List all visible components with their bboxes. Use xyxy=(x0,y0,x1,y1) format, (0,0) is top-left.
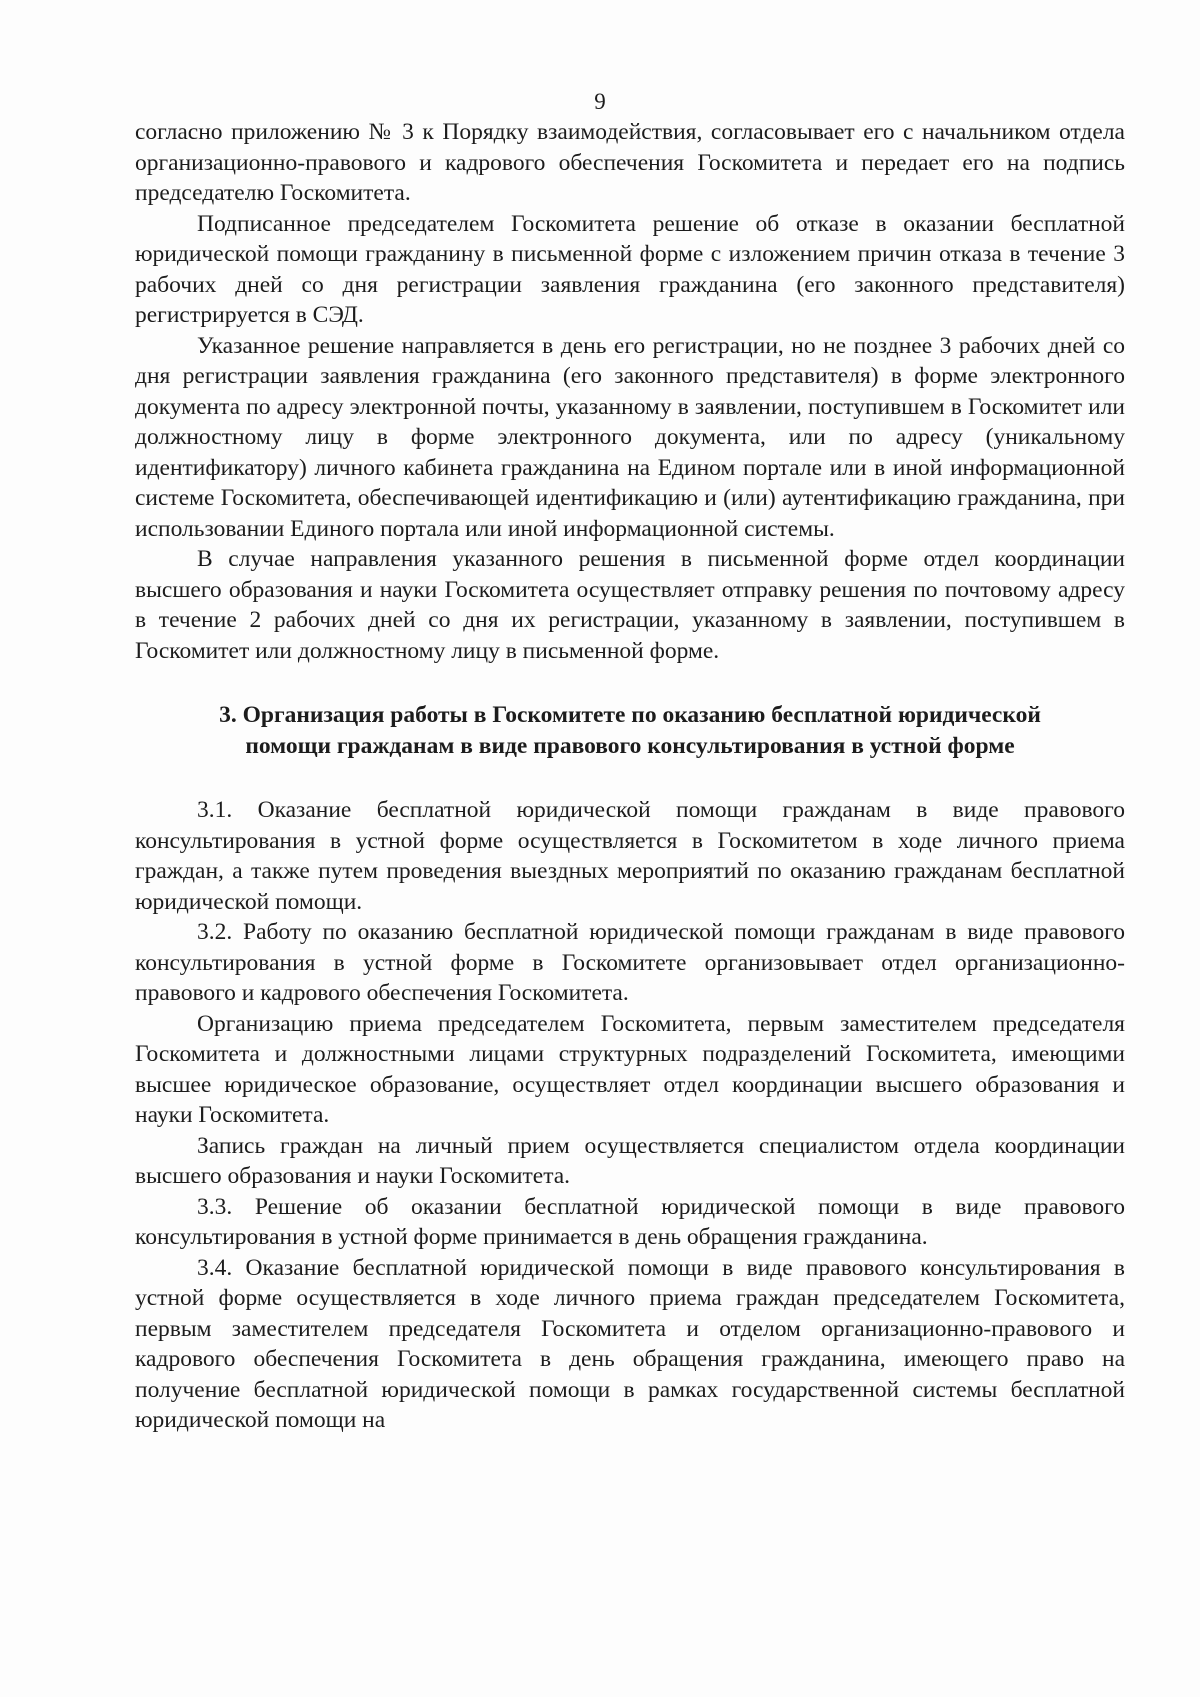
page-number: 9 xyxy=(594,89,606,114)
paragraph: 3.3. Решение об оказании бесплатной юридической помощи в виде правового консультирования в устной форме принимается в день обращения гражданина. xyxy=(135,1193,1125,1250)
paragraph: 3.4. Оказание бесплатной юридической помощи в виде правового консультирования в устной форме осуществляется в ходе личного приема граждан председателем Госкомитета, первым заместителем председателя Госкомитета и отделом организационно-правового и кадрового обеспечения Госкомитета в день обращения гражданина, имеющего право на получение бесплатной юридической помощи в рамках государственной системы бесплатной юридической помощи на xyxy=(135,1254,1125,1433)
section-heading xyxy=(135,700,1125,761)
paragraph: В случае направления указанного решения в письменной форме отдел координации высшего образования и науки Госкомитета осуществляет отправку решения по почтовому адресу в течение 2 рабочих дней со дня их регистрации, указанному в заявлении, поступившем в Госкомитет или должностному лицу в письменной форме. xyxy=(135,546,1125,664)
paragraph: Запись граждан на личный прием осуществляется специалистом отдела координации высшего образования и науки Госкомитета. xyxy=(135,1132,1125,1189)
paragraph: Организацию приема председателем Госкомитета, первым заместителем председателя Госкомитета и должностными лицами структурных подразделений Госкомитета, имеющими высшее юридическое образование, осуществляет отдел координации высшего образования и науки Госкомитета. xyxy=(135,1010,1125,1128)
paragraph: Подписанное председателем Госкомитета решение об отказе в оказании бесплатной юридической помощи гражданину в письменной форме с изложением причин отказа в течение 3 рабочих дней со дня регистрации заявления гражданина (его законного представителя) регистрируется в СЭД. xyxy=(135,210,1125,328)
section-heading-line: 3. Организация работы в Госкомитете по оказанию бесплатной юридической xyxy=(219,702,1041,728)
paragraph-continuation: согласно приложению № 3 к Порядку взаимодействия, согласовывает его с начальником отдела организационно-правового и кадрового обеспечения Госкомитета и передает его на подпись председателю Госкомитета. xyxy=(135,119,1125,206)
document-body xyxy=(135,117,1125,1436)
paragraph: 3.2. Работу по оказанию бесплатной юридической помощи гражданам в виде правового консультирования в устной форме в Госкомитете организовывает отдел организационно-правового и кадрового обеспечения Госкомитета. xyxy=(135,919,1125,1006)
section-heading-line: помощи гражданам в виде правового консультирования в устной форме xyxy=(245,732,1015,759)
paragraph: Указанное решение направляется в день его регистрации, но не позднее 3 рабочих дней со дня регистрации заявления гражданина (его законного представителя) в форме электронного документа по адресу электронной почты, указанному в заявлении, поступившем в Госкомитет или должностному лицу в форме электронного документа, или по адресу (уникальному идентификатору) личного кабинета гражданина на Едином портале или в иной информационной системе Госкомитета, обеспечивающей идентификацию и (или) аутентификацию гражданина, при использовании Единого портала или иной информационной системы. xyxy=(135,332,1125,542)
paragraph: 3.1. Оказание бесплатной юридической помощи гражданам в виде правового консультирования в устной форме осуществляется в Госкомитетом в ходе личного приема граждан, а также путем проведения выездных мероприятий по оказанию гражданам бесплатной юридической помощи. xyxy=(135,797,1125,915)
